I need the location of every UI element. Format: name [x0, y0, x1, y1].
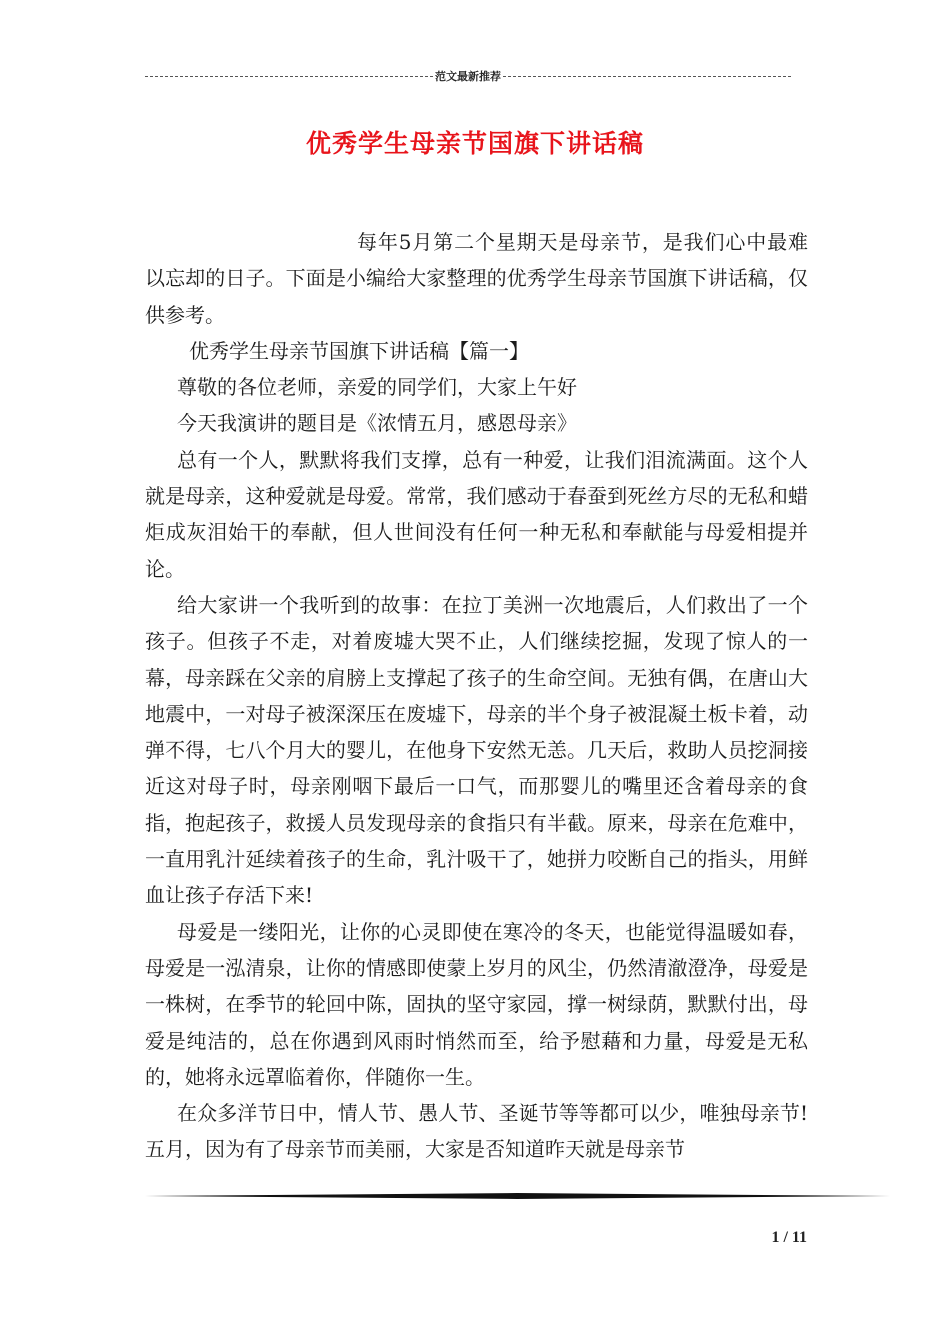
intro-paragraph: 每年5月第二个星期天是母亲节，是我们心中最难以忘却的日子。下面是小编给大家整理的优秀学生母亲节国旗下讲话稿，仅供参考。 — [145, 230, 808, 327]
header-label: 范文最新推荐 — [435, 70, 501, 83]
document-body — [145, 224, 808, 1168]
page-number: 1 / 11 — [771, 1229, 807, 1246]
greeting-paragraph: 尊敬的各位老师，亲爱的同学们，大家上午好 — [177, 375, 577, 400]
body-paragraph-3: 母爱是一缕阳光，让你的心灵即使在寒冷的冬天，也能觉得温暖如春，母爱是一泓清泉，让你的情感即使蒙上岁月的风尘，仍然清澈澄净，母爱是一株树，在季节的轮回中陈，固执的坚守家园，撑一树绿荫，默默付出，母爱是纯洁的，总在你遇到风雨时悄然而至，给予慰藉和力量，母爱是无私的，她将永远罩临着你，伴随你一生。 — [145, 919, 808, 1089]
header-dash-right — [503, 76, 791, 77]
header-dash-left — [145, 76, 433, 77]
body-paragraph-1: 总有一个人，默默将我们支撑，总有一种爱，让我们泪流满面。这个人就是母亲，这种爱就是母爱。常常，我们感动于春蚕到死丝方尽的无私和蜡炬成灰泪始干的奉献，但人世间没有任何一种无私和奉献能与母爱相提并论。 — [145, 447, 808, 581]
page-header — [145, 66, 791, 86]
footer-divider — [145, 1193, 890, 1199]
body-paragraph-2: 给大家讲一个我听到的故事：在拉丁美洲一次地震后，人们救出了一个孩子。但孩子不走，对着废墟大哭不止，人们继续挖掘，发现了惊人的一幕，母亲踩在父亲的肩膀上支撑起了孩子的生命空间。无独有偶，在唐山大地震中，一对母子被深深压在废墟下，母亲的半个身子被混凝土板卡着，动弹不得，七八个月大的婴儿，在他身下安然无恙。几天后，救助人员挖洞接近这对母子时，母亲刚咽下最后一口气，而那婴儿的嘴里还含着母亲的食指，抱起孩子，救援人员发现母亲的食指只有半截。原来，母亲在危难中，一直用乳汁延续着孩子的生命，乳汁吸干了，她拼力咬断自己的指头，用鲜血让孩子存活下来! — [145, 592, 808, 908]
section-heading: 优秀学生母亲节国旗下讲话稿【篇一】 — [189, 338, 529, 363]
body-paragraph-4: 在众多洋节日中，情人节、愚人节、圣诞节等等都可以少，唯独母亲节!五月，因为有了母亲节而美丽，大家是否知道昨天就是母亲节 — [145, 1101, 808, 1162]
topic-paragraph: 今天我演讲的题目是《浓情五月，感恩母亲》 — [177, 411, 577, 436]
document-title: 优秀学生母亲节国旗下讲话稿 — [305, 129, 644, 158]
